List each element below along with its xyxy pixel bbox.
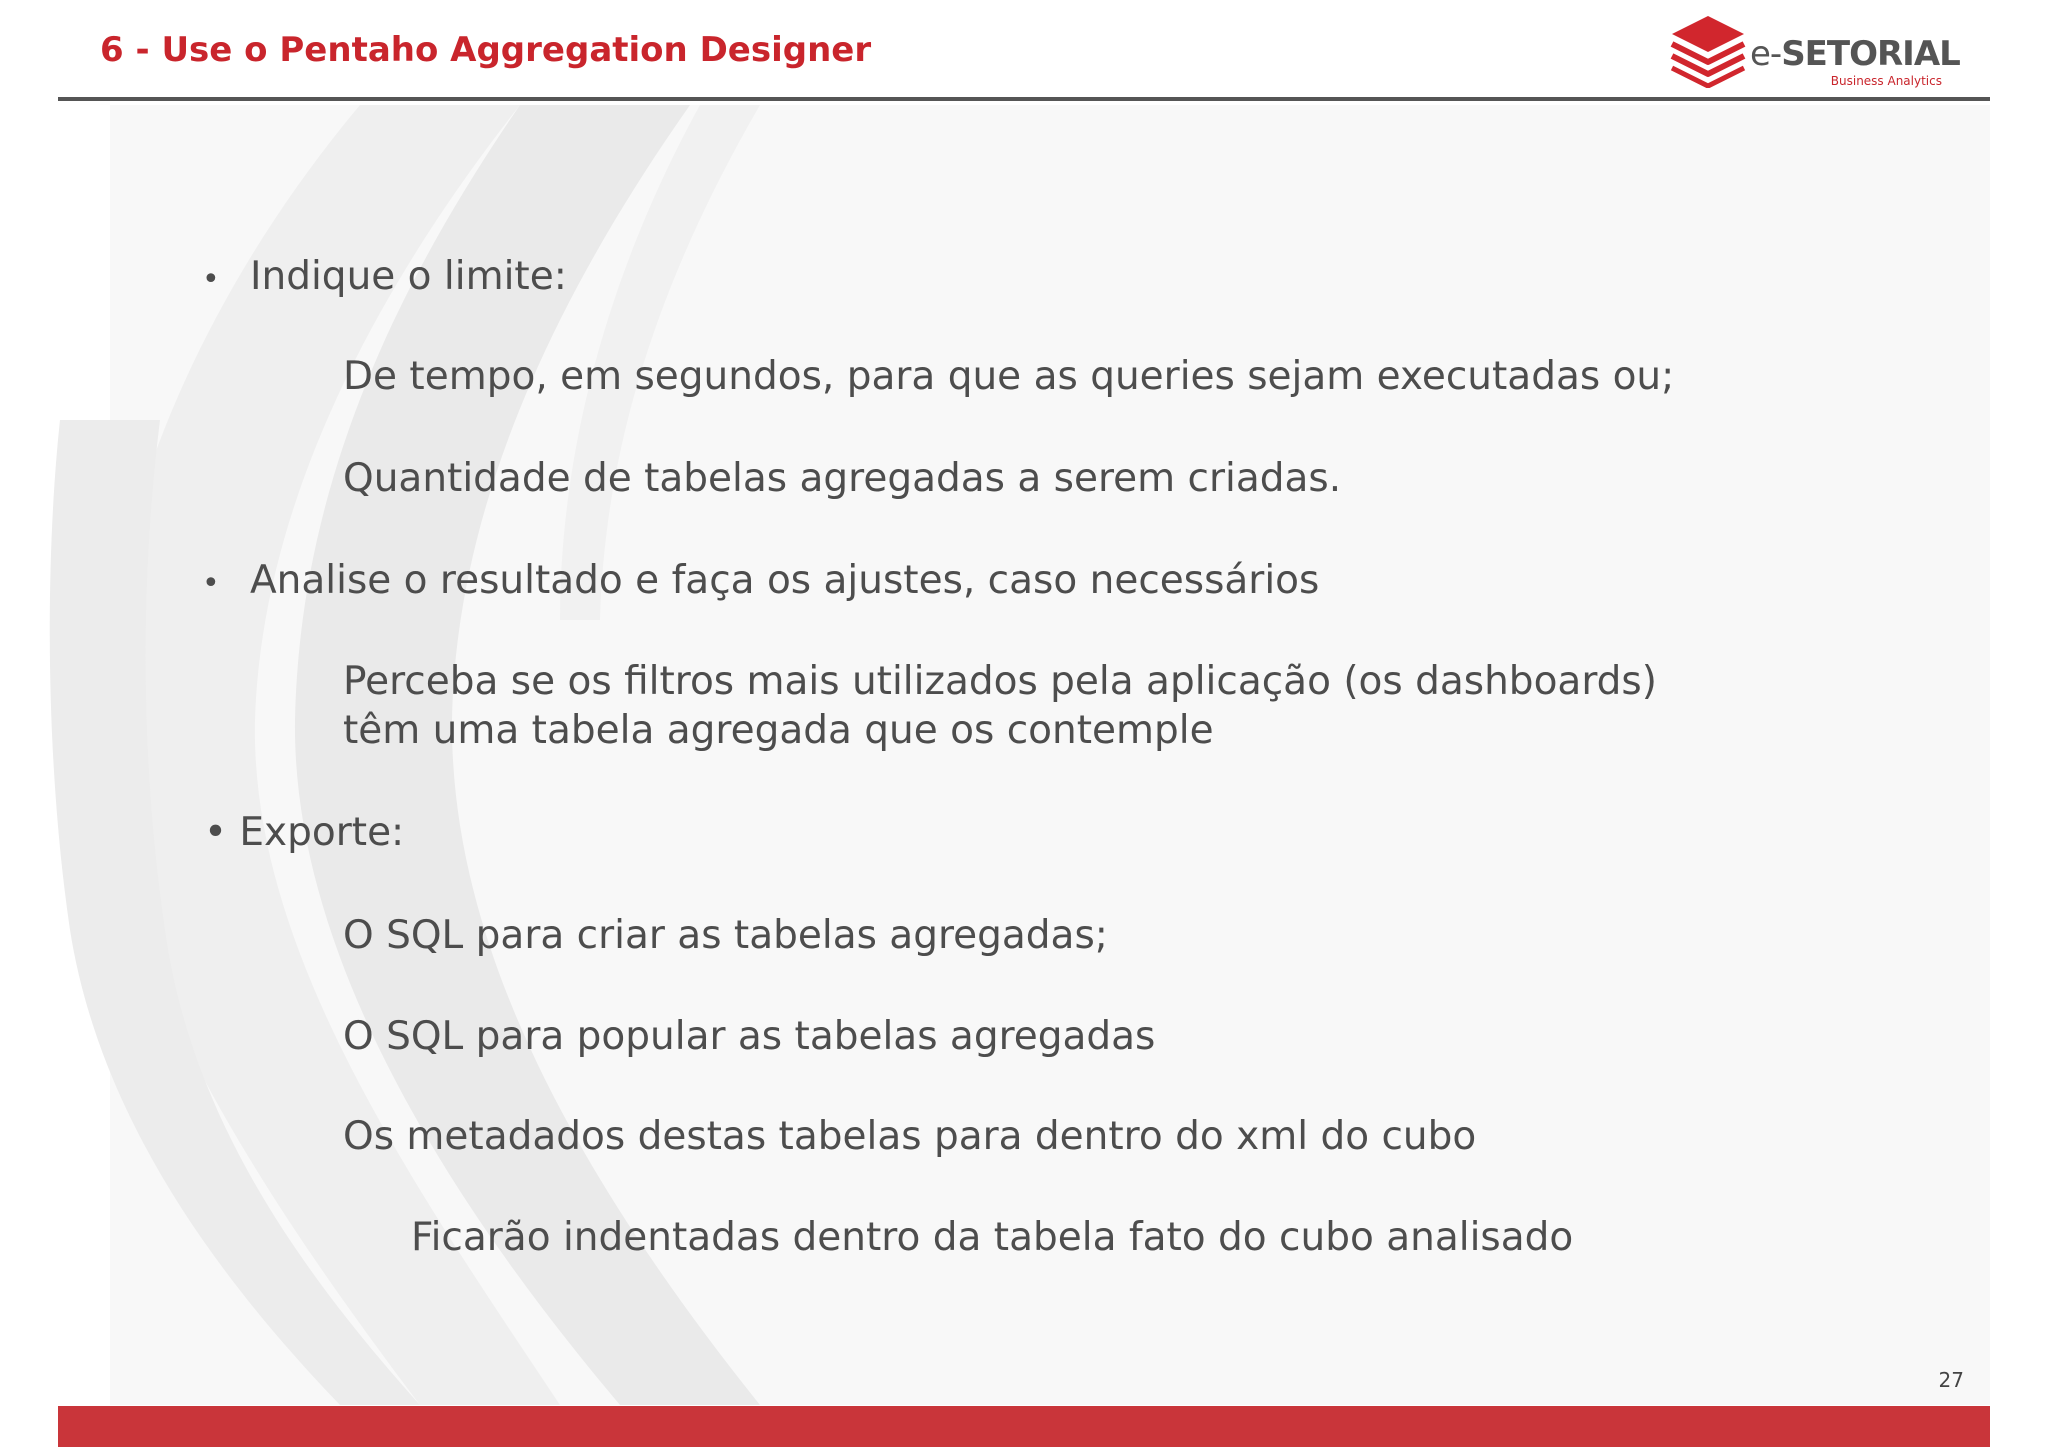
page-number: 27 (1938, 1368, 1964, 1392)
bullet-marker: • (202, 262, 220, 297)
logo-tagline: Business Analytics (1830, 74, 1942, 88)
bullet-item-indique-limite: Indique o limite: (250, 254, 567, 299)
slide-title: 6 - Use o Pentaho Aggregation Designer (100, 30, 872, 70)
bullet-marker: • (202, 566, 220, 601)
sub-item-metadados: Os metadados destas tabelas para dentro do xml do cubo (343, 1114, 1477, 1159)
logo-prefix: e- (1750, 34, 1782, 74)
sub-item-perceba-line2: têm uma tabela agregada que os contemple (343, 708, 1214, 753)
bullet-item-exporte: • Exporte: (204, 810, 405, 855)
sub-sub-item-ficarao: Ficarão indentadas dentro da tabela fato do cubo analisado (411, 1215, 1574, 1260)
bullet-item-analise: Analise o resultado e faça os ajustes, caso necessários (250, 558, 1320, 603)
sub-item-sql-popular: O SQL para popular as tabelas agregadas (343, 1014, 1156, 1059)
sub-item-perceba-line1: Perceba se os filtros mais utilizados pela aplicação (os dashboards) (343, 659, 1657, 704)
sub-item-sql-criar: O SQL para criar as tabelas agregadas; (343, 913, 1108, 958)
sub-item-quantidade: Quantidade de tabelas agregadas a serem criadas. (343, 456, 1342, 501)
logo-name: SETORIAL (1781, 34, 1960, 74)
sub-item-tempo: De tempo, em segundos, para que as queries sejam executadas ou; (343, 354, 1675, 399)
footer-bar (58, 1406, 1990, 1447)
